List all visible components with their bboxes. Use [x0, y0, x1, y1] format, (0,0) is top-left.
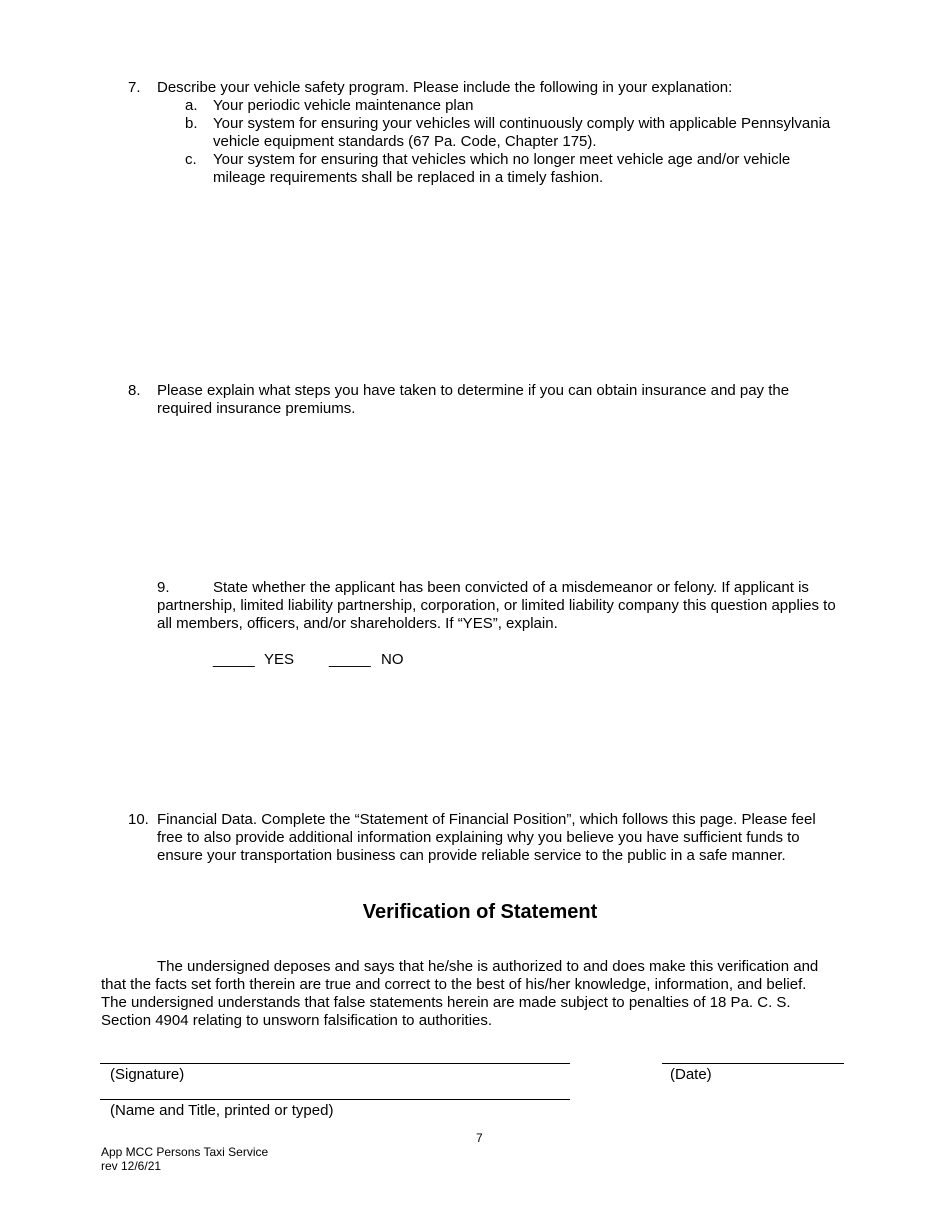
no-label: NO: [381, 651, 404, 668]
q7-item-b-letter: b.: [185, 115, 198, 132]
q7-item-a-letter: a.: [185, 97, 198, 114]
q9-number: 9.: [157, 579, 170, 596]
q8-number: 8.: [128, 382, 141, 399]
q7-item-b-line1: Your system for ensuring your vehicles will continuously comply with applicable Pennsylvania: [213, 115, 831, 132]
q8-line1: Please explain what steps you have taken to determine if you can obtain insurance and pay the: [157, 382, 790, 399]
no-blank[interactable]: _____: [329, 651, 371, 668]
q8-line2: required insurance premiums.: [157, 400, 356, 417]
verification-line1: The undersigned deposes and says that he/she is authorized to and does make this verification and: [157, 958, 819, 975]
name-title-line[interactable]: [100, 1099, 570, 1100]
date-line[interactable]: [662, 1063, 844, 1064]
q9-line1: State whether the applicant has been convicted of a misdemeanor or felony. If applicant is: [213, 579, 809, 596]
verification-line3: The undersigned understands that false statements herein are made subject to penalties of 18 Pa. C. S.: [101, 994, 791, 1011]
q7-item-c-letter: c.: [185, 151, 197, 168]
yes-label: YES: [264, 651, 295, 668]
q10-number: 10.: [128, 811, 149, 828]
verification-title: Verification of Statement: [362, 901, 598, 923]
signature-line[interactable]: [100, 1063, 570, 1064]
signature-label: (Signature): [110, 1066, 185, 1083]
q7-item-b-line2: vehicle equipment standards (67 Pa. Code, Chapter 175).: [213, 133, 597, 150]
q9-line3: all members, officers, and/or shareholders. If “YES”, explain.: [157, 615, 558, 632]
verification-line4: Section 4904 relating to unsworn falsification to authorities.: [101, 1012, 493, 1029]
name-title-label: (Name and Title, printed or typed): [110, 1102, 334, 1119]
q10-line1: Financial Data. Complete the “Statement of Financial Position”, which follows this page. Please feel: [157, 811, 816, 828]
revision: rev 12/6/21: [101, 1159, 162, 1173]
q7-item-a-text: Your periodic vehicle maintenance plan: [213, 97, 474, 114]
q7-number: 7.: [128, 79, 141, 96]
date-label: (Date): [670, 1066, 712, 1083]
form-name: App MCC Persons Taxi Service: [101, 1145, 269, 1159]
q9-line2: partnership, limited liability partnership, corporation, or limited liability company this question applies to: [157, 597, 836, 614]
q7-item-c-line2: mileage requirements shall be replaced in a timely fashion.: [213, 169, 604, 186]
q7-text: Describe your vehicle safety program. Please include the following in your explanation:: [157, 79, 733, 96]
verification-line2: that the facts set forth therein are true and correct to the best of his/her knowledge, information, and belief.: [101, 976, 807, 993]
page-number: 7: [476, 1131, 483, 1145]
q7-item-c-line1: Your system for ensuring that vehicles which no longer meet vehicle age and/or vehicle: [213, 151, 791, 168]
yes-blank[interactable]: _____: [213, 651, 255, 668]
q10-line2: free to also provide additional information explaining why you believe you have sufficient funds to: [157, 829, 800, 846]
q10-line3: ensure your transportation business can provide reliable service to the public in a safe manner.: [157, 847, 786, 864]
